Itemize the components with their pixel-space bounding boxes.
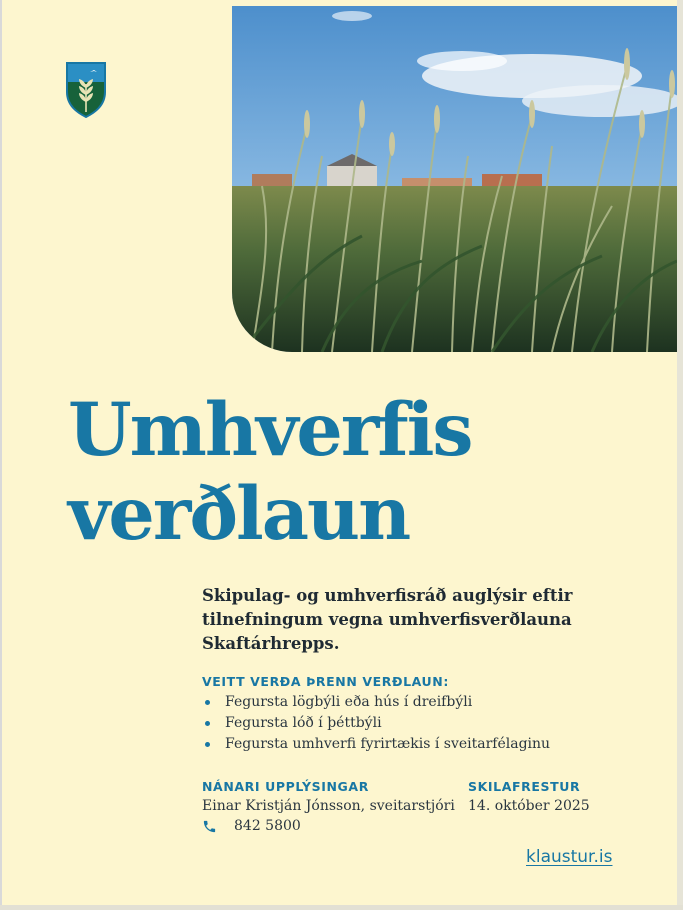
bullet-icon (205, 700, 210, 705)
grass-field-photo (232, 6, 677, 352)
deadline-heading: SKILAFRESTUR (468, 779, 581, 794)
deadline-date: 14. október 2025 (468, 798, 590, 814)
bullet-icon (205, 742, 210, 747)
page-edge-shadow (677, 0, 683, 910)
intro-line-1: Skipulag- og umhverfisráð auglýsir eftir (202, 586, 573, 605)
info-heading: NÁNARI UPPLÝSINGAR (202, 779, 369, 794)
bullet-icon (205, 721, 210, 726)
municipal-crest-icon (66, 62, 106, 118)
list-item (202, 734, 550, 755)
phone-number: 842 5800 (234, 818, 301, 834)
list-item (202, 692, 550, 713)
intro-paragraph (202, 584, 642, 656)
award-label: Fegursta umhverfi fyrirtækis í sveitarfélaginu (225, 736, 551, 752)
awards-list (202, 692, 550, 755)
poster-title (68, 388, 472, 556)
intro-line-2: tilnefningum vegna umhverfisverðlauna (202, 610, 572, 629)
awards-heading: VEITT VERÐA ÞRENN VERÐLAUN: (202, 674, 449, 689)
poster (2, 0, 677, 905)
award-label: Fegursta lögbýli eða hús í dreifbýli (225, 694, 473, 710)
contact-name: Einar Kristján Jónsson, sveitarstjóri (202, 798, 455, 814)
award-label: Fegursta lóð í þéttbýli (225, 715, 382, 731)
list-item (202, 713, 550, 734)
title-line-1: Umhverfis (68, 387, 472, 473)
website-link[interactable]: klaustur.is (526, 847, 613, 867)
intro-line-3: Skaftárhrepps. (202, 634, 340, 653)
title-line-2: verðlaun (68, 471, 410, 557)
phone-icon (202, 819, 217, 834)
page-bottom-shadow (0, 905, 683, 910)
